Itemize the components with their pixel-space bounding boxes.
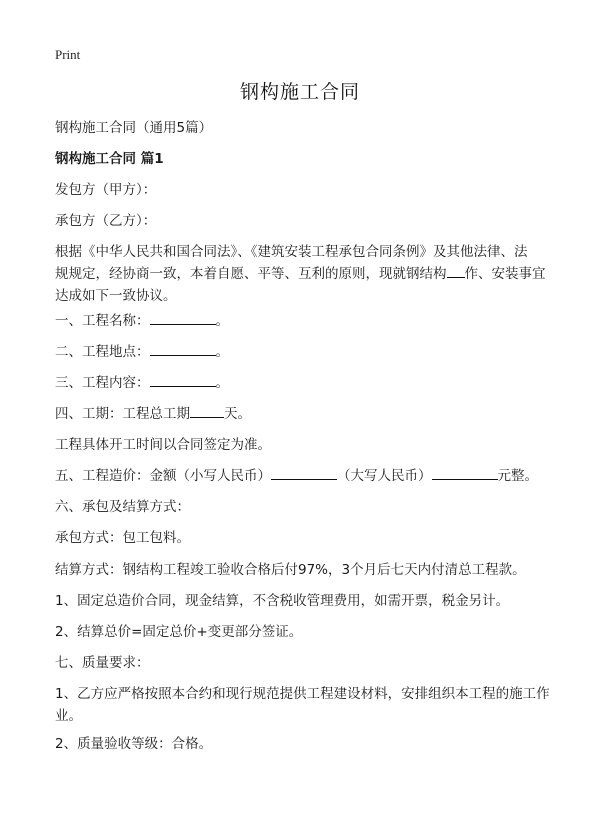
preamble-blank: [447, 263, 465, 278]
party-a-line: 发包方（甲方）：: [55, 182, 157, 198]
item-project-content-end: 。: [215, 375, 229, 391]
item-duration-label: 四、工期：工程总工期: [55, 406, 190, 422]
party-b-line: 承包方（乙方）：: [55, 213, 157, 229]
preamble-line-2-end: 作、安装事宜: [464, 266, 546, 282]
print-label: Print: [55, 47, 81, 62]
document-subtitle: 钢构施工合同（通用5篇）: [55, 120, 213, 136]
contract-method-line: 承包方式：包工包料。: [55, 530, 190, 546]
item-project-name-label: 一、工程名称：: [55, 313, 150, 329]
start-time-line: 工程具体开工时间以合同签定为准。: [55, 437, 271, 453]
item-project-location-end: 。: [215, 344, 229, 360]
clause-7-2: 2、质量验收等级：合格。: [55, 736, 213, 752]
project-location-blank: [150, 341, 216, 356]
item-cost-mid: （大写人民币）: [337, 468, 432, 484]
cost-lowercase-blank: [271, 465, 337, 480]
item-contract-settlement: 六、承包及结算方式：: [55, 499, 190, 515]
section-title: 钢构施工合同 篇1: [55, 151, 164, 167]
preamble-line-2: [55, 263, 555, 285]
document-title: 钢构施工合同: [239, 81, 360, 103]
item-project-name: [55, 310, 555, 332]
project-content-blank: [150, 372, 216, 387]
item-cost-end: 元整。: [497, 468, 538, 484]
item-cost-label: 五、工程造价：金额（小写人民币）: [55, 468, 271, 484]
item-project-content-label: 三、工程内容：: [55, 375, 150, 391]
item-project-location: [55, 341, 555, 363]
duration-blank: [190, 403, 224, 418]
item-quality: 七、质量要求：: [55, 655, 150, 671]
item-duration: [55, 403, 555, 425]
clause-6-2: 2、结算总价=固定总价+变更部分签证。: [55, 624, 303, 640]
item-duration-end: 天。: [224, 406, 251, 422]
preamble-line-1: 根据《中华人民共和国合同法》、《建筑安装工程承包合同条例》及其他法律、法: [55, 244, 528, 260]
preamble-line-2-text: 规规定，经协商一致，本着自愿、平等、互利的原则，现就钢结构: [55, 266, 447, 282]
settlement-method-line: 结算方式：钢结构工程竣工验收合格后付97%，3个月后七天内付清总工程款。: [55, 562, 526, 578]
project-name-blank: [150, 310, 216, 325]
cost-uppercase-blank: [432, 465, 498, 480]
item-cost: [55, 465, 555, 487]
item-project-content: [55, 372, 555, 394]
preamble-line-3: 达成如下一致协议。: [55, 288, 177, 304]
clause-7-1: 1、乙方应严格按照本合约和现行规范提供工程建设材料，安排组织本工程的施工作业。: [55, 686, 550, 724]
item-project-name-end: 。: [215, 313, 229, 329]
clause-6-1: 1、固定总造价合同，现金结算，不含税收管理费用，如需开票，税金另计。: [55, 593, 510, 609]
item-project-location-label: 二、工程地点：: [55, 344, 150, 360]
